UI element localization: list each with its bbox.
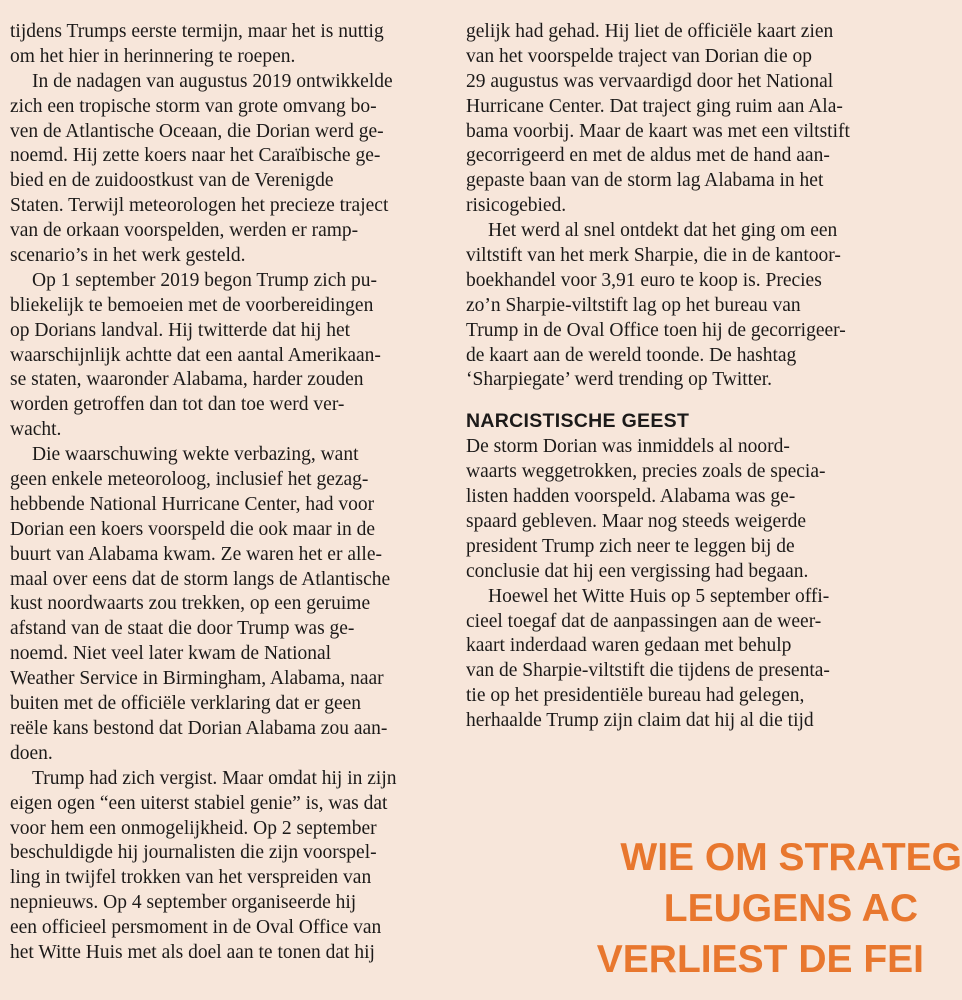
text-line: noemd. Niet veel later kwam de National xyxy=(10,643,332,665)
text-line: bied en de zuidoostkust van de Verenigde xyxy=(10,170,334,192)
text-line: van het voorspelde traject van Dorian die op xyxy=(466,45,813,67)
text-line: conclusie dat hij een vergissing had begaan. xyxy=(466,560,809,582)
pull-quote-line: LEUGENS AC xyxy=(663,887,918,930)
text-line: van de Sharpie-viltstift die tijdens de presenta- xyxy=(466,660,830,682)
pull-quote-line: WIE OM STRATEG xyxy=(620,836,962,879)
text-line: scenario’s in het werk gesteld. xyxy=(10,245,246,267)
text-line: beschuldigde hij journalisten die zijn voorspel- xyxy=(10,842,377,864)
text-line: herhaalde Trump zijn claim dat hij al die tijd xyxy=(466,710,814,732)
text-line: gelijk had gehad. Hij liet de officiële kaart zien xyxy=(466,21,834,42)
text-line: Het werd al snel ontdekt dat het ging om een xyxy=(488,220,838,242)
section-heading: NARCISTISCHE GEEST xyxy=(466,410,690,433)
text-line: op Dorians landval. Hij twitterde dat hij het xyxy=(10,319,351,341)
text-line: noemd. Hij zette koers naar het Caraïbische ge- xyxy=(10,145,381,167)
text-line: waarts weggetrokken, precies zoals de specia- xyxy=(466,461,826,483)
text-line: spaard gebleven. Maar nog steeds weigerde xyxy=(466,511,807,533)
text-line: Die waarschuwing wekte verbazing, want xyxy=(32,444,359,466)
text-line: om het hier in herinnering te roepen. xyxy=(10,45,296,67)
text-line: ling in twijfel trokken van het verspreiden van xyxy=(10,867,372,889)
left-column xyxy=(10,20,440,966)
right-column xyxy=(466,20,902,734)
text-line: cieel toegaf dat de aanpassingen aan de weer- xyxy=(466,610,822,632)
right-column-top-text xyxy=(466,20,902,393)
text-line: tijdens Trumps eerste termijn, maar het is nuttig xyxy=(10,21,384,42)
text-line: reële kans bestond dat Dorian Alabama zou aan- xyxy=(10,717,388,739)
text-line: 29 augustus was vervaardigd door het National xyxy=(466,70,834,92)
text-line: ven de Atlantische Oceaan, die Dorian werd ge- xyxy=(10,120,384,142)
text-line: Op 1 september 2019 begon Trump zich pu- xyxy=(32,269,378,291)
text-line: afstand van de staat die door Trump was ge- xyxy=(10,618,355,640)
text-line: buiten met de officiële verklaring dat er geen xyxy=(10,693,362,715)
text-line: wacht. xyxy=(10,419,62,441)
text-line: hebbende National Hurricane Center, had voor xyxy=(10,493,375,515)
text-line: voor hem een onmogelijkheid. Op 2 september xyxy=(10,817,377,839)
text-line: listen hadden voorspeld. Alabama was ge- xyxy=(466,486,796,508)
text-line: waarschijnlijk achtte dat een aantal Amerikaan- xyxy=(10,344,381,366)
text-line: bama voorbij. Maar de kaart was met een viltstift xyxy=(466,120,850,142)
text-line: De storm Dorian was inmiddels al noord- xyxy=(466,436,790,458)
text-line: Hurricane Center. Dat traject ging ruim aan Ala- xyxy=(466,95,843,117)
pull-quote-line: VERLIEST DE FEI xyxy=(596,938,924,981)
text-line: kust noordwaarts zou trekken, op een geruime xyxy=(10,593,371,615)
text-line: kaart inderdaad waren gedaan met behulp xyxy=(466,635,792,657)
text-line: bliekelijk te bemoeien met de voorbereidingen xyxy=(10,294,374,316)
text-line: nepnieuws. Op 4 september organiseerde hij xyxy=(10,892,357,914)
text-line: een officieel persmoment in de Oval Office van xyxy=(10,917,382,939)
text-line: maal over eens dat de storm langs de Atlantische xyxy=(10,568,391,590)
text-line: buurt van Alabama kwam. Ze waren het er alle- xyxy=(10,543,382,565)
text-line: Staten. Terwijl meteorologen het precieze traject xyxy=(10,195,389,217)
pull-quote xyxy=(540,832,962,985)
text-line: eigen ogen “een uiterst stabiel genie” is, was dat xyxy=(10,792,388,814)
text-line: doen. xyxy=(10,742,53,764)
text-line: president Trump zich neer te leggen bij de xyxy=(466,535,795,557)
text-line: se staten, waaronder Alabama, harder zouden xyxy=(10,369,364,391)
text-line: gecorrigeerd en met de aldus met de hand aan- xyxy=(466,145,830,167)
text-line: risicogebied. xyxy=(466,195,567,217)
text-line: Trump in de Oval Office toen hij de gecorrigeer- xyxy=(466,319,846,341)
text-line: viltstift van het merk Sharpie, die in de kantoor- xyxy=(466,245,841,267)
text-line: tie op het presidentiële bureau had gelegen, xyxy=(466,685,805,707)
text-line: ‘Sharpiegate’ werd trending op Twitter. xyxy=(466,369,773,391)
text-line: worden getroffen dan tot dan toe werd ver- xyxy=(10,394,345,416)
text-line: het Witte Huis met als doel aan te tonen dat hij xyxy=(10,941,375,963)
text-line: gepaste baan van de storm lag Alabama in het xyxy=(466,170,824,192)
right-column-bottom-text xyxy=(466,435,902,734)
text-line: de kaart aan de wereld toonde. De hashtag xyxy=(466,344,797,366)
text-line: Trump had zich vergist. Maar omdat hij in zijn xyxy=(32,767,397,789)
text-line: Weather Service in Birmingham, Alabama, naar xyxy=(10,668,384,690)
text-line: geen enkele meteoroloog, inclusief het gezag- xyxy=(10,469,369,491)
text-line: Dorian een koers voorspeld die ook maar in de xyxy=(10,518,375,540)
text-line: zich een tropische storm van grote omvang bo- xyxy=(10,95,377,117)
text-line: In de nadagen van augustus 2019 ontwikkelde xyxy=(32,70,393,92)
text-line: van de orkaan voorspelden, werden er ramp- xyxy=(10,220,359,242)
text-line: Hoewel het Witte Huis op 5 september offi- xyxy=(488,585,830,607)
text-line: zo’n Sharpie-viltstift lag op het bureau van xyxy=(466,294,801,316)
text-line: boekhandel voor 3,91 euro te koop is. Precies xyxy=(466,269,822,291)
